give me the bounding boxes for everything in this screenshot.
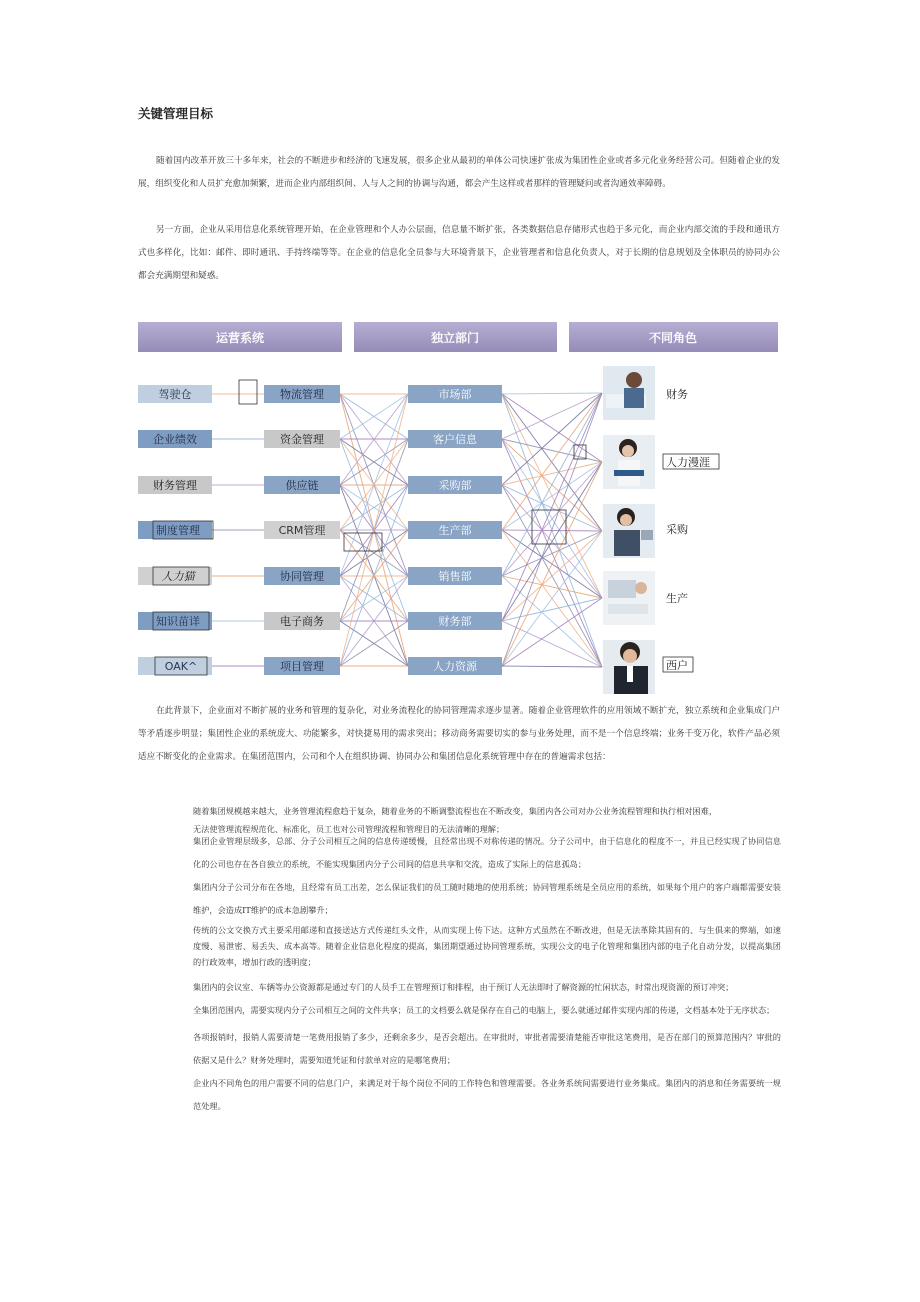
need-item-6: 集团内的会议室、车辆等办公资源都是通过专门的人员手工在管理预订和排程，由于预订人无法即时了解资源的忙闲状态，时常出现资源的预订冲突；	[193, 982, 734, 992]
paragraph-background: 在此背景下，企业面对不断扩展的业务和管理的复杂化，对业务流程化的协同管理需求逐步显著。随着企业管理软件的应用领域不断扩充，独立系统和企业集成门户等矛盾逐步明显；集团性企业的系统庞大、功能繁多，对快捷易用的需求突出；移动商务需要切实的参与业务处理，而不是一个信息终端；业务千变万化，软件产品必须适应不断变化的企业需求。在集团范围内，公司和个人在组织协调、协同办公和集团信息化系统管理中存在的普遍需求包括：	[138, 706, 780, 762]
left-label-3: 制度管理	[156, 524, 200, 537]
role-photo-2	[603, 504, 655, 558]
header-roles: 不同角色	[648, 331, 698, 345]
need-item-8: 各项报销时，报销人需要清楚一笔费用报销了多少，还剩余多少，是否会超出。在审批时，审批者需要清楚能否审批这笔费用，是否在部门的预算范围内？审批的依据又是什么？财务处理时，需要知道凭证和付款单对应的是哪笔费用；	[193, 1032, 781, 1065]
section-heading: 关键管理目标	[138, 106, 214, 121]
left-label-6: OAK^	[164, 660, 198, 673]
need-item-4: 集团内分子公司分布在各地，且经常有员工出差，怎么保证我们的员工随时随地的使用系统；协同管理系统是全员应用的系统，如果每个用户的客户端都需要安装维护，会造成IT维护的成本急剧攀升；	[193, 882, 781, 915]
mid-label-6: 项目管理	[280, 660, 324, 673]
dept-label-5: 财务部	[438, 615, 472, 628]
mid-label-1: 资金管理	[280, 433, 324, 446]
role-photo-4	[603, 640, 655, 694]
dept-label-4: 销售部	[438, 570, 472, 583]
left-label-1: 企业绩效	[153, 433, 197, 446]
role-label-4: 西户	[666, 659, 688, 672]
role-photo-1	[603, 435, 655, 489]
paragraph-intro: 随着国内改革开放三十多年来，社会的不断进步和经济的飞速发展，很多企业从最初的单体公司快速扩张成为集团性企业或者多元化业务经营公司。但随着企业的发展，组织变化和人员扩充愈加频繁，进而企业内部组织间、人与人之间的协调与沟通，都会产生这样或者那样的管理疑问或者沟通效率障碍。	[138, 156, 780, 189]
dept-label-0: 市场部	[438, 388, 472, 401]
need-item-9: 企业内不同角色的用户需要不同的信息门户，来满足对于每个岗位不同的工作特色和管理需要。各业务系统间需要进行业务集成。集团内的消息和任务需要统一规范处理。	[193, 1078, 781, 1111]
left-label-4: 人力猫	[161, 570, 195, 583]
need-item-1: 随着集团规模越来越大，业务管理流程愈趋于复杂，随着业务的不断调整流程也在不断改变，集团内各公司对办公业务流程管理和执行相对困难，	[193, 806, 718, 816]
needs-list	[193, 800, 781, 1118]
role-photo-0	[603, 366, 655, 420]
header-dept: 独立部门	[430, 331, 480, 345]
need-item-7: 全集团范围内，需要实现内分子公司相互之间的文件共享；员工的文档要么就是保存在自己的电脑上，要么就通过邮件实现内部的传递，文档基本处于无序状态；	[193, 1005, 775, 1015]
need-item-5: 传统的公文交换方式主要采用邮递和直接送达方式传递红头文件，从而实现上传下达。这种方式虽然在不断改进，但是无法革除其固有的、与生俱来的弊端，如速度慢、易泄密、易丢失、成本高等。随着企业信息化程度的提高，集团期望通过协同管理系统，实现公文的电子化管理和集团内部的电子化自动分发，以提高集团的行政效率，增加行政的透明度；	[193, 925, 781, 967]
mid-label-0: 物流管理	[280, 388, 324, 401]
mid-label-4: 协同管理	[280, 570, 324, 583]
role-label-2: 采购	[666, 523, 688, 536]
dept-label-3: 生产部	[438, 524, 472, 537]
header-ops: 运营系统	[215, 331, 265, 345]
need-item-2: 无法使管理流程规范化、标准化，员工也对公司管理流程和管理目的无法清晰的理解；	[193, 824, 505, 834]
left-label-5: 知识苗详	[156, 615, 200, 628]
need-item-3: 集团企业管理层级多，总部、分子公司相互之间的信息传递缓慢，且经常出现不对称传递的情况。分子公司中，由于信息化的程度不一，并且已经实现了协同信息化的公司也存在各自独立的系统，不能实现集团内分子公司间的信息共享和交流，造成了实际上的信息孤岛；	[193, 836, 781, 869]
role-label-0: 财务	[666, 388, 688, 401]
left-label-2: 财务管理	[153, 479, 197, 492]
role-photo-3	[603, 571, 655, 625]
dept-label-6: 人力资源	[433, 660, 477, 673]
role-label-3: 生产	[666, 592, 688, 605]
collaboration-diagram	[136, 318, 780, 696]
role-label-1: 人力漫涯	[666, 456, 710, 469]
mid-label-5: 电子商务	[280, 615, 324, 628]
mid-label-2: 供应链	[285, 479, 319, 492]
dept-label-1: 客户信息	[433, 433, 477, 446]
mid-label-3: CRM管理	[278, 524, 326, 537]
paragraph-info: 另一方面，企业从采用信息化系统管理开始，在企业管理和个人办公层面，信息量不断扩张，各类数据信息存储形式也趋于多元化，而企业内部交流的手段和通讯方式也多样化，比如：邮件、即时通讯、手持终端等等。在企业的信息化全员参与大环境背景下，企业管理者和信息化负责人，对于长期的信息规划及全体职员的协同办公都会充满期望和疑惑。	[138, 225, 780, 281]
dept-label-2: 采购部	[438, 479, 472, 492]
left-label-0: 驾驶仓	[158, 388, 192, 401]
